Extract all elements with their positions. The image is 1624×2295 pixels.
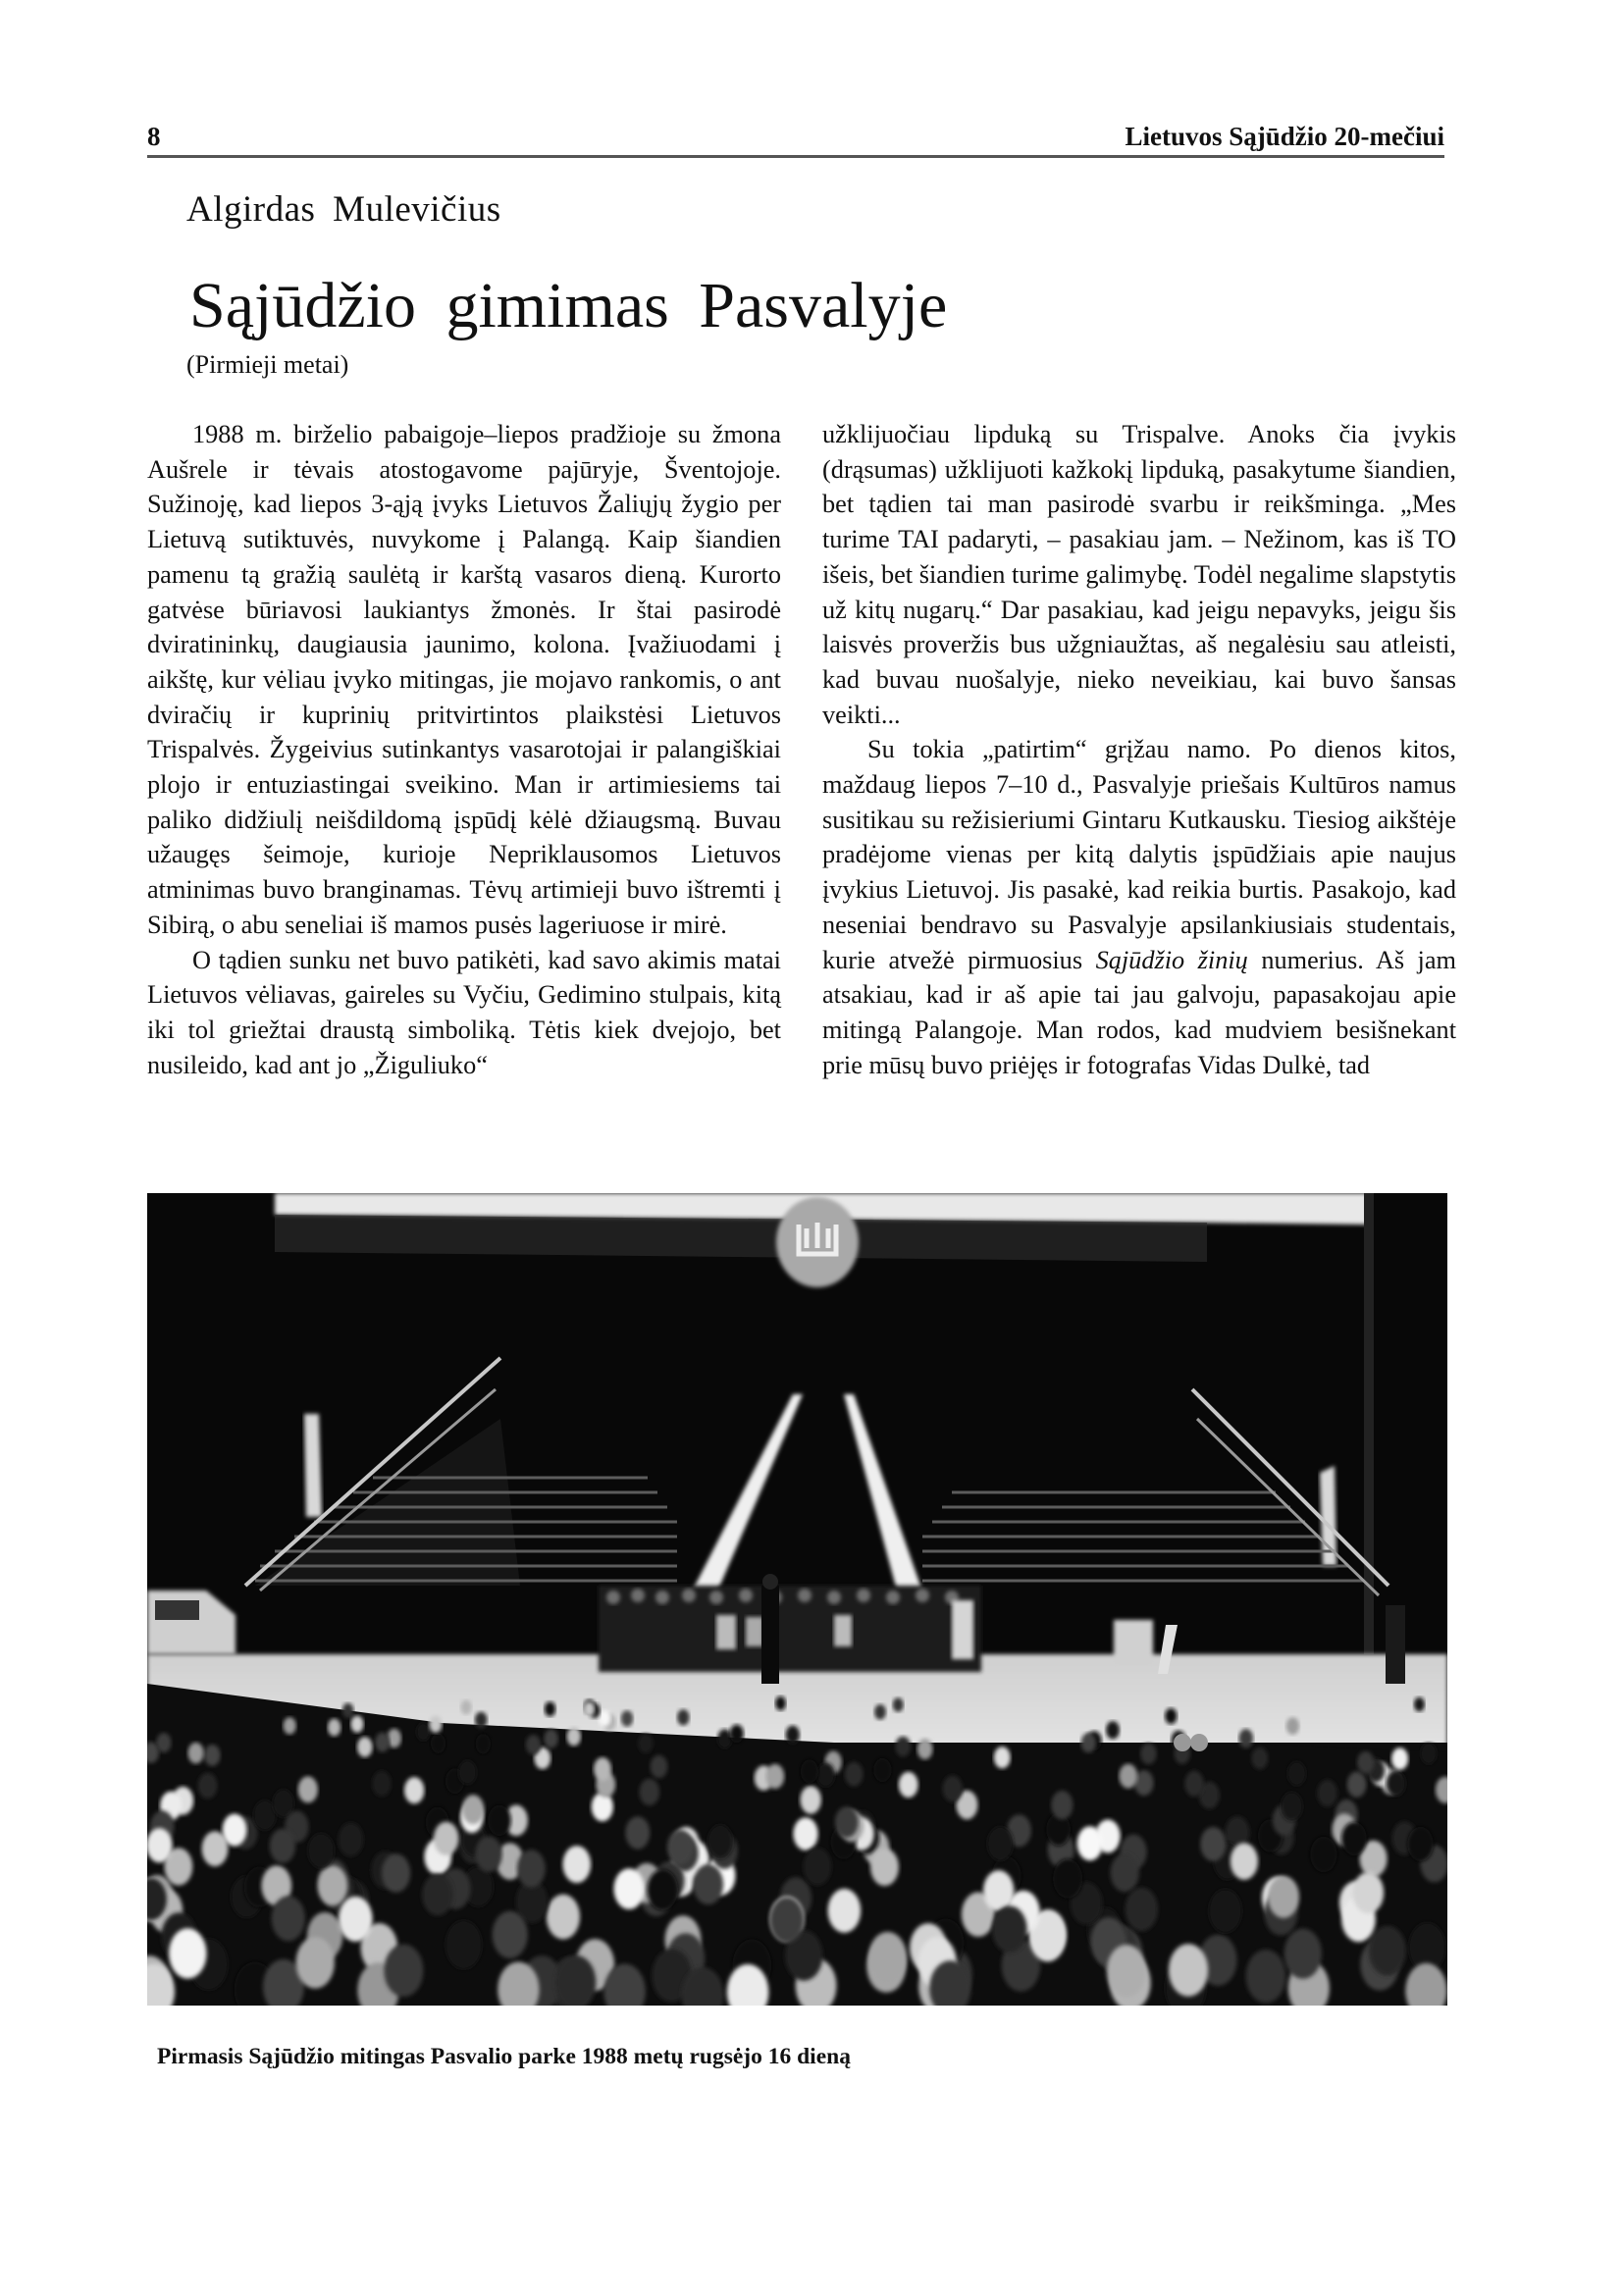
crowd-head [874, 1704, 886, 1720]
crowd-head [1391, 1747, 1408, 1770]
crowd-head [339, 1823, 364, 1856]
crowd-head [284, 1717, 296, 1735]
journal-title: Lietuvos Sąjūdžio 20-mečiui [1125, 122, 1444, 151]
crowd-head [1077, 1826, 1103, 1860]
crowd-head [1111, 1853, 1139, 1892]
crowd-head [816, 1762, 835, 1787]
text-column-right [822, 417, 1456, 1082]
crowd-head [375, 1733, 390, 1752]
page-number: 8 [147, 122, 161, 151]
crowd-head [917, 1739, 933, 1759]
crowd-head [730, 1725, 744, 1744]
crowd-head [801, 1759, 818, 1783]
crowd-head [1387, 1771, 1406, 1797]
crowd-head [342, 1703, 354, 1718]
crowd-head [272, 1896, 305, 1941]
crowd-head [1421, 1743, 1437, 1764]
crowd-head [357, 1737, 373, 1757]
crowd-head [434, 1822, 459, 1855]
crowd-head [1051, 1791, 1073, 1819]
crowd-head [651, 1755, 668, 1779]
paragraph [822, 732, 1456, 1082]
crowd-head [372, 1771, 392, 1797]
standing-speaker [761, 1574, 779, 1684]
crowd-head [1281, 1792, 1302, 1821]
crowd-head [1169, 1944, 1208, 1997]
crowd-head [223, 1814, 247, 1847]
crowd-head [318, 1865, 348, 1905]
crowd-head [563, 1846, 592, 1883]
crowd-head [640, 1779, 660, 1805]
crowd-head [270, 1829, 295, 1863]
crowd-head [693, 1864, 723, 1904]
crowd-head [422, 1874, 453, 1915]
crowd-head [1286, 1717, 1299, 1735]
crowd-head [1341, 1822, 1367, 1855]
crowd-head [1357, 1751, 1374, 1774]
crowd-head [339, 1897, 373, 1942]
crowd-head [431, 1734, 445, 1753]
crowd-head [648, 1869, 678, 1910]
crowd-head [384, 1945, 423, 1998]
crowd-head [1252, 1747, 1269, 1769]
crowd-head [1081, 1733, 1096, 1752]
crowd-head [493, 1911, 528, 1958]
crowd-head [987, 1827, 1013, 1861]
crowd-head [828, 1889, 862, 1933]
crowd-head [404, 1777, 424, 1803]
crowd-head [1268, 1876, 1299, 1918]
crowd-head [567, 1727, 581, 1746]
crowd-head [835, 1806, 859, 1838]
seated-speakers [599, 1586, 981, 1672]
crowd-head [188, 1743, 204, 1764]
crowd-head [147, 1828, 173, 1862]
crowd-head [1347, 1772, 1367, 1798]
crowd-head [667, 1830, 694, 1865]
crowd-head [899, 1772, 918, 1798]
crowd-head [1317, 1780, 1337, 1807]
crowd-head [1209, 1889, 1242, 1933]
crowd-head [1284, 1929, 1322, 1979]
paragraph: užklijuočiau lipduką su Trispalve. Anoks čia įvykis (drąsumas) užklijuoti kažkokį lipduką, pasakytume šiandien, bet tądien tai man pasirodė svarbu ir reikšminga. „Mes turime TAI padaryti, – pasakiau jam. – Nežinom, kas iš TO išeis, bet šiandien turime galimybę. Todėl negalime slapstytis už kitų nugarų.“ Dar pasakiau, kad jeigu nepavyks, jeigu šis laisvės proveržis bus užgniaužtas, aš negalėsiu sau atleisti, kad buvau nuošalyje, nieko neveikiau, kai buvo šansas veikti... [822, 420, 1456, 729]
paragraph-text: numerius. Aš jam atsakiau, kad ir aš apie tai jau galvoju, papasakojau apie mitingą Palangoje. Man rodos, kad mudviem besišnekant prie mūsų buvo priėjęs ir fotografas Vidas Dulkė, tad [822, 945, 1456, 1079]
crowd-head [351, 1716, 364, 1733]
crowd-head [893, 1697, 904, 1712]
paragraph-text: Su tokia „patirtim“ grįžau namo. Po dienos kitos, maždaug liepos 7–10 d., Pasvalyje priešais Kultūros namus susitikau su režisieriumi Gintaru Kutkausku. Tiesiog aikštėje pradėjome vienas per kitą dalytis įspūdžiais apie naujus įvykius Lietuvoj. Jis pasakė, kad reikia burtis. Pasakojo, kad neseniai bendravo su Pasvalyje apsilankiusiais studentais, kurie atvežė pirmuosius [822, 735, 1456, 974]
crowd-head [775, 1696, 786, 1710]
article-author: Algirdas Mulevičius [186, 189, 501, 230]
bystander [1386, 1605, 1405, 1684]
crowd-head [328, 1719, 341, 1737]
crowd-head [992, 1906, 1027, 1954]
crowd-head [786, 1726, 800, 1745]
crowd-head [717, 1729, 732, 1748]
crowd-head [204, 1745, 221, 1766]
crowd-head [770, 1898, 805, 1943]
crowd-head [801, 1786, 821, 1814]
crowd-head [547, 1895, 580, 1940]
crowd-head [870, 1849, 899, 1886]
crowd-head [895, 1737, 911, 1757]
crowd-head [994, 1747, 1011, 1768]
crowd-head [1239, 1729, 1254, 1748]
paragraph: O tądien sunku net buvo patikėti, kad savo akimis matai Lietuvos vėliavas, gaireles su Vyčiu, Gedimino stulpais, kitą iki tol griežtai draustą simboliką. Tėtis kiek dvejojo, bet nusileido, kad ant jo „Žiguliuko“ [147, 945, 781, 1079]
crowd-head [445, 1920, 482, 1969]
crowd-head [544, 1729, 558, 1748]
crowd-head [599, 1710, 610, 1727]
crowd-head [545, 1701, 555, 1716]
crowd-head [382, 1853, 410, 1892]
crowd-head [1414, 1697, 1425, 1712]
crowd-head [308, 1833, 335, 1868]
crowd-head [614, 1868, 645, 1909]
crowd-head [1310, 1837, 1336, 1873]
crowd-head [594, 1757, 611, 1781]
crowd-head [1287, 1761, 1306, 1786]
running-header [147, 116, 1444, 158]
crowd-head [475, 1712, 488, 1729]
crowd-head [169, 1928, 206, 1978]
crowd-head [296, 1937, 335, 1988]
crowd-head [462, 1795, 484, 1824]
crowd-head [707, 1825, 733, 1859]
crowd-head [584, 1701, 595, 1716]
crowd-head [621, 1710, 633, 1727]
crowd-head [1369, 1926, 1406, 1976]
crowd-head [416, 1723, 430, 1742]
crowd-head [1200, 1827, 1226, 1861]
publication-title: Sąjūdžio žinių [1095, 945, 1248, 974]
stage-table [1114, 1620, 1153, 1664]
crowd-head [1119, 1764, 1137, 1789]
crowd-head [845, 1762, 864, 1787]
rally-photograph [147, 1193, 1447, 2006]
article-title: Sąjūdžio gimimas Pasvalyje [189, 270, 948, 341]
crowd-head [766, 1764, 785, 1789]
crowd-head [198, 1773, 218, 1799]
crowd-head [429, 1716, 442, 1733]
crowd-head [461, 1700, 472, 1715]
crowd-head [1126, 1888, 1158, 1932]
crowd-head [1107, 1945, 1146, 1998]
paragraph: 1988 m. birželio pabaigoje–liepos pradžioje su žmona Aušrele ir tėvais atostogavome pajūryje, Šventojoje. Sužinoję, kad liepos 3-ąją įvyks Lietuvos Žaliųjų žygio per Lietuvą sutiktuvės, nuvykome į Palangą. Kaip šiandien pamenu tą gražią saulėtą ir karštą vasaros dieną. Kurorto gatvėse būriavosi laukiantys žmonės. Ir štai pasirodė dviratininkų, daugiausia jaunimo, kolona. Įvažiuodami į aikštę, kur vėliau įvyko mitingas, jie mojavo rankomis, o ant dviračių ir kuprinių pritvirtintos plaikstėsi Lietuvos Trispalvės. Žygeivius sutinkantys vasarotojai ir palangiškiai plojo ir entuziastingai sveikino. Man ir artimiesiems tai paliko didžiulį neišdildomą įspūdį kėlė džiaugsmą. Buvau užaugęs šeimoje, kurioje Nepriklausomos Lietuvos atminimas buvo branginamas. Tėvų artimieji buvo ištremti į Sibirą, o abu seneliai iš mamos pusės lageriuose ir mirė. [147, 420, 781, 939]
flag-left [304, 1414, 322, 1517]
crowd-head [793, 1817, 817, 1851]
crowd-head [458, 1760, 476, 1785]
crowd-head [1140, 1743, 1156, 1764]
photo-illustration [147, 1193, 1447, 2006]
crowd-head [1053, 1859, 1082, 1899]
crowd-head [943, 1775, 963, 1801]
crowd-head [156, 1733, 171, 1752]
article-subtitle: (Pirmieji metai) [186, 350, 349, 379]
gediminas-columns-emblem [776, 1197, 859, 1287]
crowd-head [1184, 1771, 1204, 1797]
photo-caption: Pirmasis Sąjūdžio mitingas Pasvalio parke 1988 metų rugsėjo 16 dieną [157, 2044, 851, 2069]
crowd-head [804, 1848, 832, 1885]
crowd-head [476, 1734, 491, 1753]
crowd-head [868, 1932, 907, 1983]
crowd-head [1353, 1872, 1385, 1913]
crowd-head [488, 1805, 511, 1837]
crowd-head [1231, 1843, 1258, 1880]
crowd-head [1106, 1721, 1120, 1739]
text-column-left [147, 417, 781, 1082]
crowd-head [677, 1709, 689, 1725]
crowd-head [1246, 1950, 1286, 2003]
crowd-head [638, 1734, 653, 1753]
crowd-head [873, 1758, 891, 1782]
crowd-head [625, 1816, 650, 1849]
crowd-head [517, 1850, 546, 1888]
crowd-head [475, 1836, 501, 1872]
crowd-head [298, 1776, 318, 1802]
crowd-head [1408, 1827, 1434, 1861]
crowd-head [1165, 1708, 1177, 1724]
crowd-head [526, 1735, 541, 1754]
